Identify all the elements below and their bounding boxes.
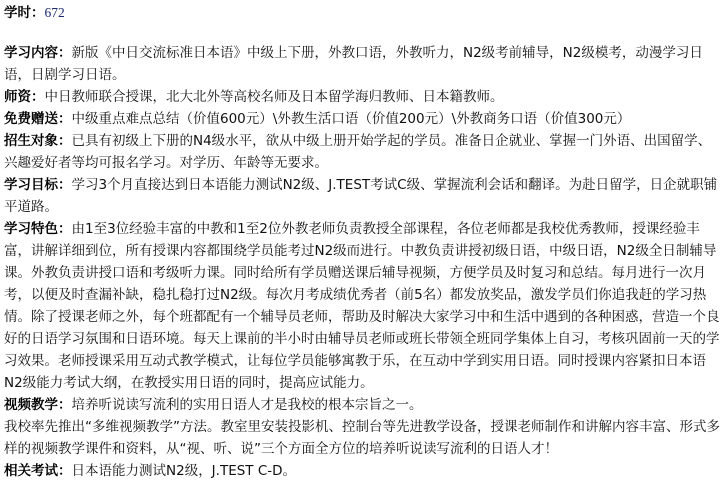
field-features — [4, 218, 720, 394]
field-related-exams — [4, 460, 720, 482]
field-label: 招生对象： — [4, 133, 72, 149]
field-label: 学习特色： — [4, 221, 72, 237]
field-value: 我校率先推出“多维视频教学”方法。教室里安装投影机、控制台等先进教学设备，授课老师制作和讲解内容丰富、形式多样的视频教学课件和资料，从“视、听、说”三个方面全方位的培养听说读写流利的日语人才！ — [4, 419, 720, 457]
field-value: 日本语能力测试N2级，J.TEST C-D。 — [71, 463, 297, 479]
field-learning-goal — [4, 174, 720, 218]
field-value: 培养听说读写流利的实用日语人才是我校的根本宗旨之一。 — [71, 397, 423, 413]
field-value: 新版《中日交流标准日本语》中级上下册，外教口语，外教听力，N2级考前辅导，N2级模考，动漫学习日语，日剧学习日语。 — [4, 45, 703, 83]
field-label: 学习目标： — [4, 177, 72, 193]
spacer — [4, 24, 720, 42]
field-video-teaching-detail — [4, 416, 720, 460]
field-label: 视频教学： — [4, 397, 72, 413]
field-value: 学习3个月直接达到日本语能力测试N2级、J.TEST考试C级、掌握流利会话和翻译。为赴日留学，日企就职铺平道路。 — [4, 177, 718, 215]
field-content — [4, 42, 720, 86]
field-value: 已具有初级上下册的N4级水平，欲从中级上册开始学起的学员。准备日企就业、掌握一门外语、出国留学、兴趣爱好者等均可报名学习。对学历、年龄等无要求。 — [4, 133, 712, 171]
field-label: 学习内容： — [4, 45, 72, 61]
field-hours — [4, 2, 720, 24]
field-value: 672 — [44, 5, 65, 20]
field-target-students — [4, 130, 720, 174]
field-label: 学时： — [4, 5, 45, 21]
field-video-teaching — [4, 394, 720, 416]
field-free-gifts — [4, 108, 720, 130]
field-label: 师资： — [4, 89, 45, 105]
field-label: 相关考试： — [4, 463, 72, 479]
field-teachers — [4, 86, 720, 108]
field-label: 免费赠送： — [4, 111, 72, 127]
field-value: 由1至3位经验丰富的中教和1至2位外教老师负责教授全部课程，各位老师都是我校优秀教师，授课经验丰富，讲解详细到位，所有授课内容都围绕学员能考过N2级而进行。中教负责讲授初级日语，中级日语，N2级全日制辅导课。外教负责讲授口语和考级听力课。同时给所有学员赠送课后辅导视频，方便学员及时复习和总结。每月进行一次月考，以便及时查漏补缺，稳扎稳打过N2级。每次月考成绩优秀者（前5名）都发放奖品，激发学员们你追我赶的学习热情。除了授课老师之外，每个班都配有一个辅导员老师，帮助及时解决大家学习中和生活中遇到的各种困惑，营造一个良好的日语学习氛围和日语环境。每天上课前的半小时由辅导员老师或班长带领全班同学集体上自习，考核巩固前一天的学习效果。老师授课采用互动式教学模式，让每位学员能够寓教于乐，在互动中学到实用日语。同时授课内容紧扣日本语N2级能力考试大纲，在教授实用日语的同时，提高应试能力。 — [4, 221, 720, 391]
field-value: 中日教师联合授课，北大北外等高校名师及日本留学海归教师、日本籍教师。 — [44, 89, 504, 105]
field-value: 中级重点难点总结（价值600元）\外教生活口语（价值200元）\外教商务口语（价值300元） — [71, 111, 631, 127]
